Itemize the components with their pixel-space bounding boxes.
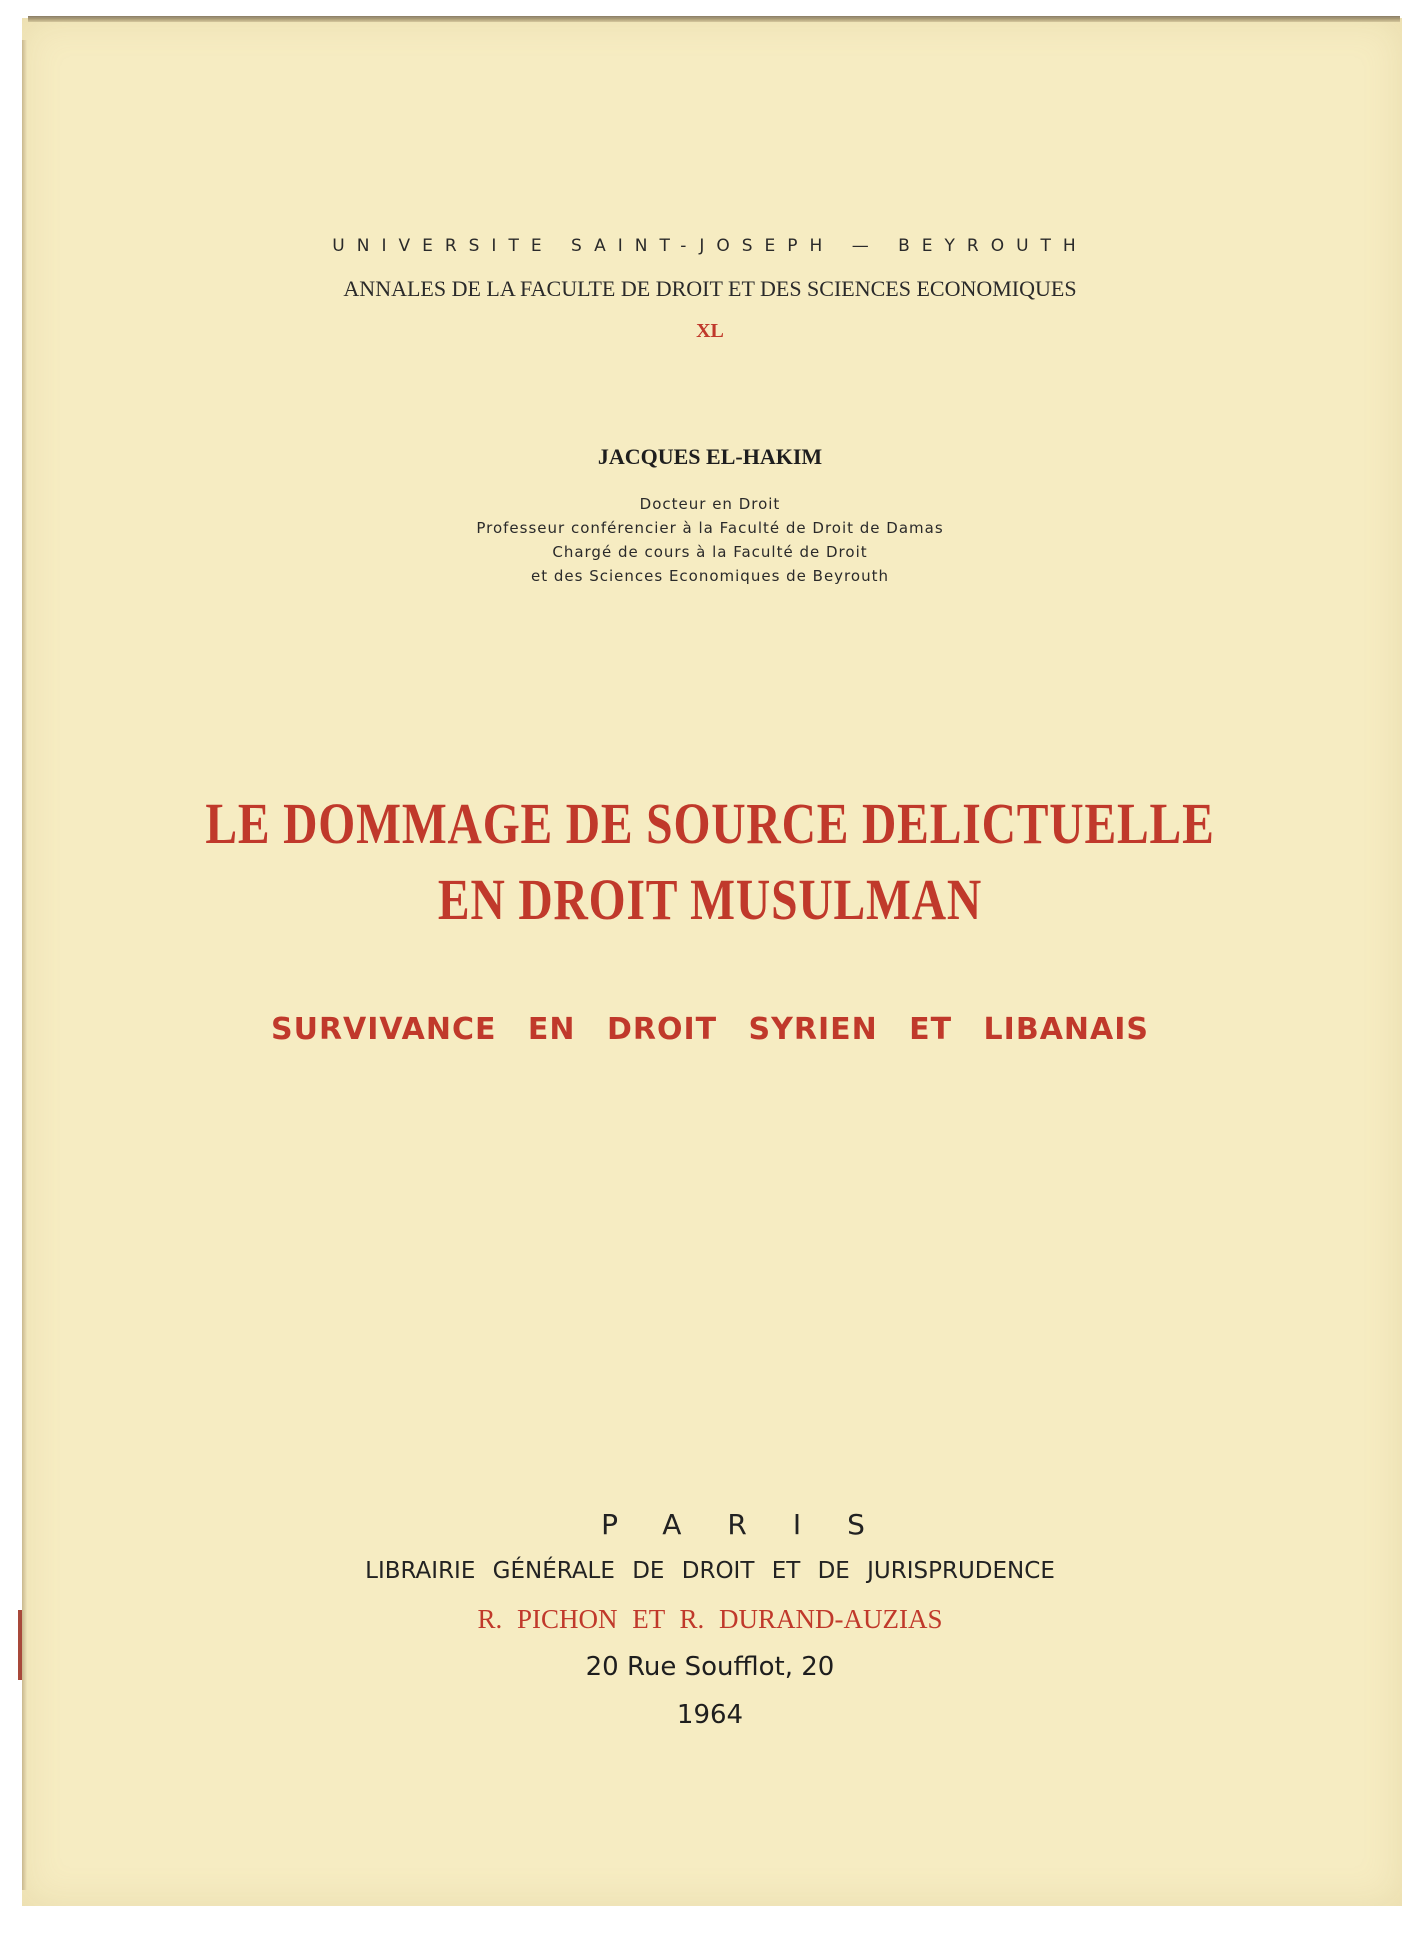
book-title-line-1: LE DOMMAGE DE SOURCE DELICTUELLE <box>205 791 1215 856</box>
publication-year: 1964 <box>676 1700 744 1730</box>
book-subtitle: SURVIVANCE EN DROIT SYRIEN ET LIBANAIS <box>270 1012 1150 1047</box>
university-line: UNIVERSITE SAINT-JOSEPH — BEYROUTH <box>332 236 1088 256</box>
series-title: ANNALES DE LA FACULTE DE DROIT ET DES SCIENCES ECONOMIQUES <box>343 276 1077 301</box>
publisher-city: PARIS <box>601 1508 911 1541</box>
author-credential: Docteur en Droit <box>639 495 781 513</box>
publisher-owners: R. PICHON ET R. DURAND-AUZIAS <box>477 1604 943 1634</box>
author-credential: et des Sciences Economiques de Beyrouth <box>531 567 889 585</box>
volume-number: XL <box>696 320 724 342</box>
author-credential: Chargé de cours à la Faculté de Droit <box>552 543 868 561</box>
cover-top-edge <box>28 16 1400 22</box>
publisher-address: 20 Rue Soufflot, 20 <box>585 1652 835 1682</box>
author-credential: Professeur conférencier à la Faculté de Droit de Damas <box>476 519 944 537</box>
author-name: JACQUES EL-HAKIM <box>597 444 823 469</box>
publisher-name: LIBRAIRIE GÉNÉRALE DE DROIT ET DE JURISPRUDENCE <box>365 1558 1055 1584</box>
book-title-line-2: EN DROIT MUSULMAN <box>437 867 983 932</box>
